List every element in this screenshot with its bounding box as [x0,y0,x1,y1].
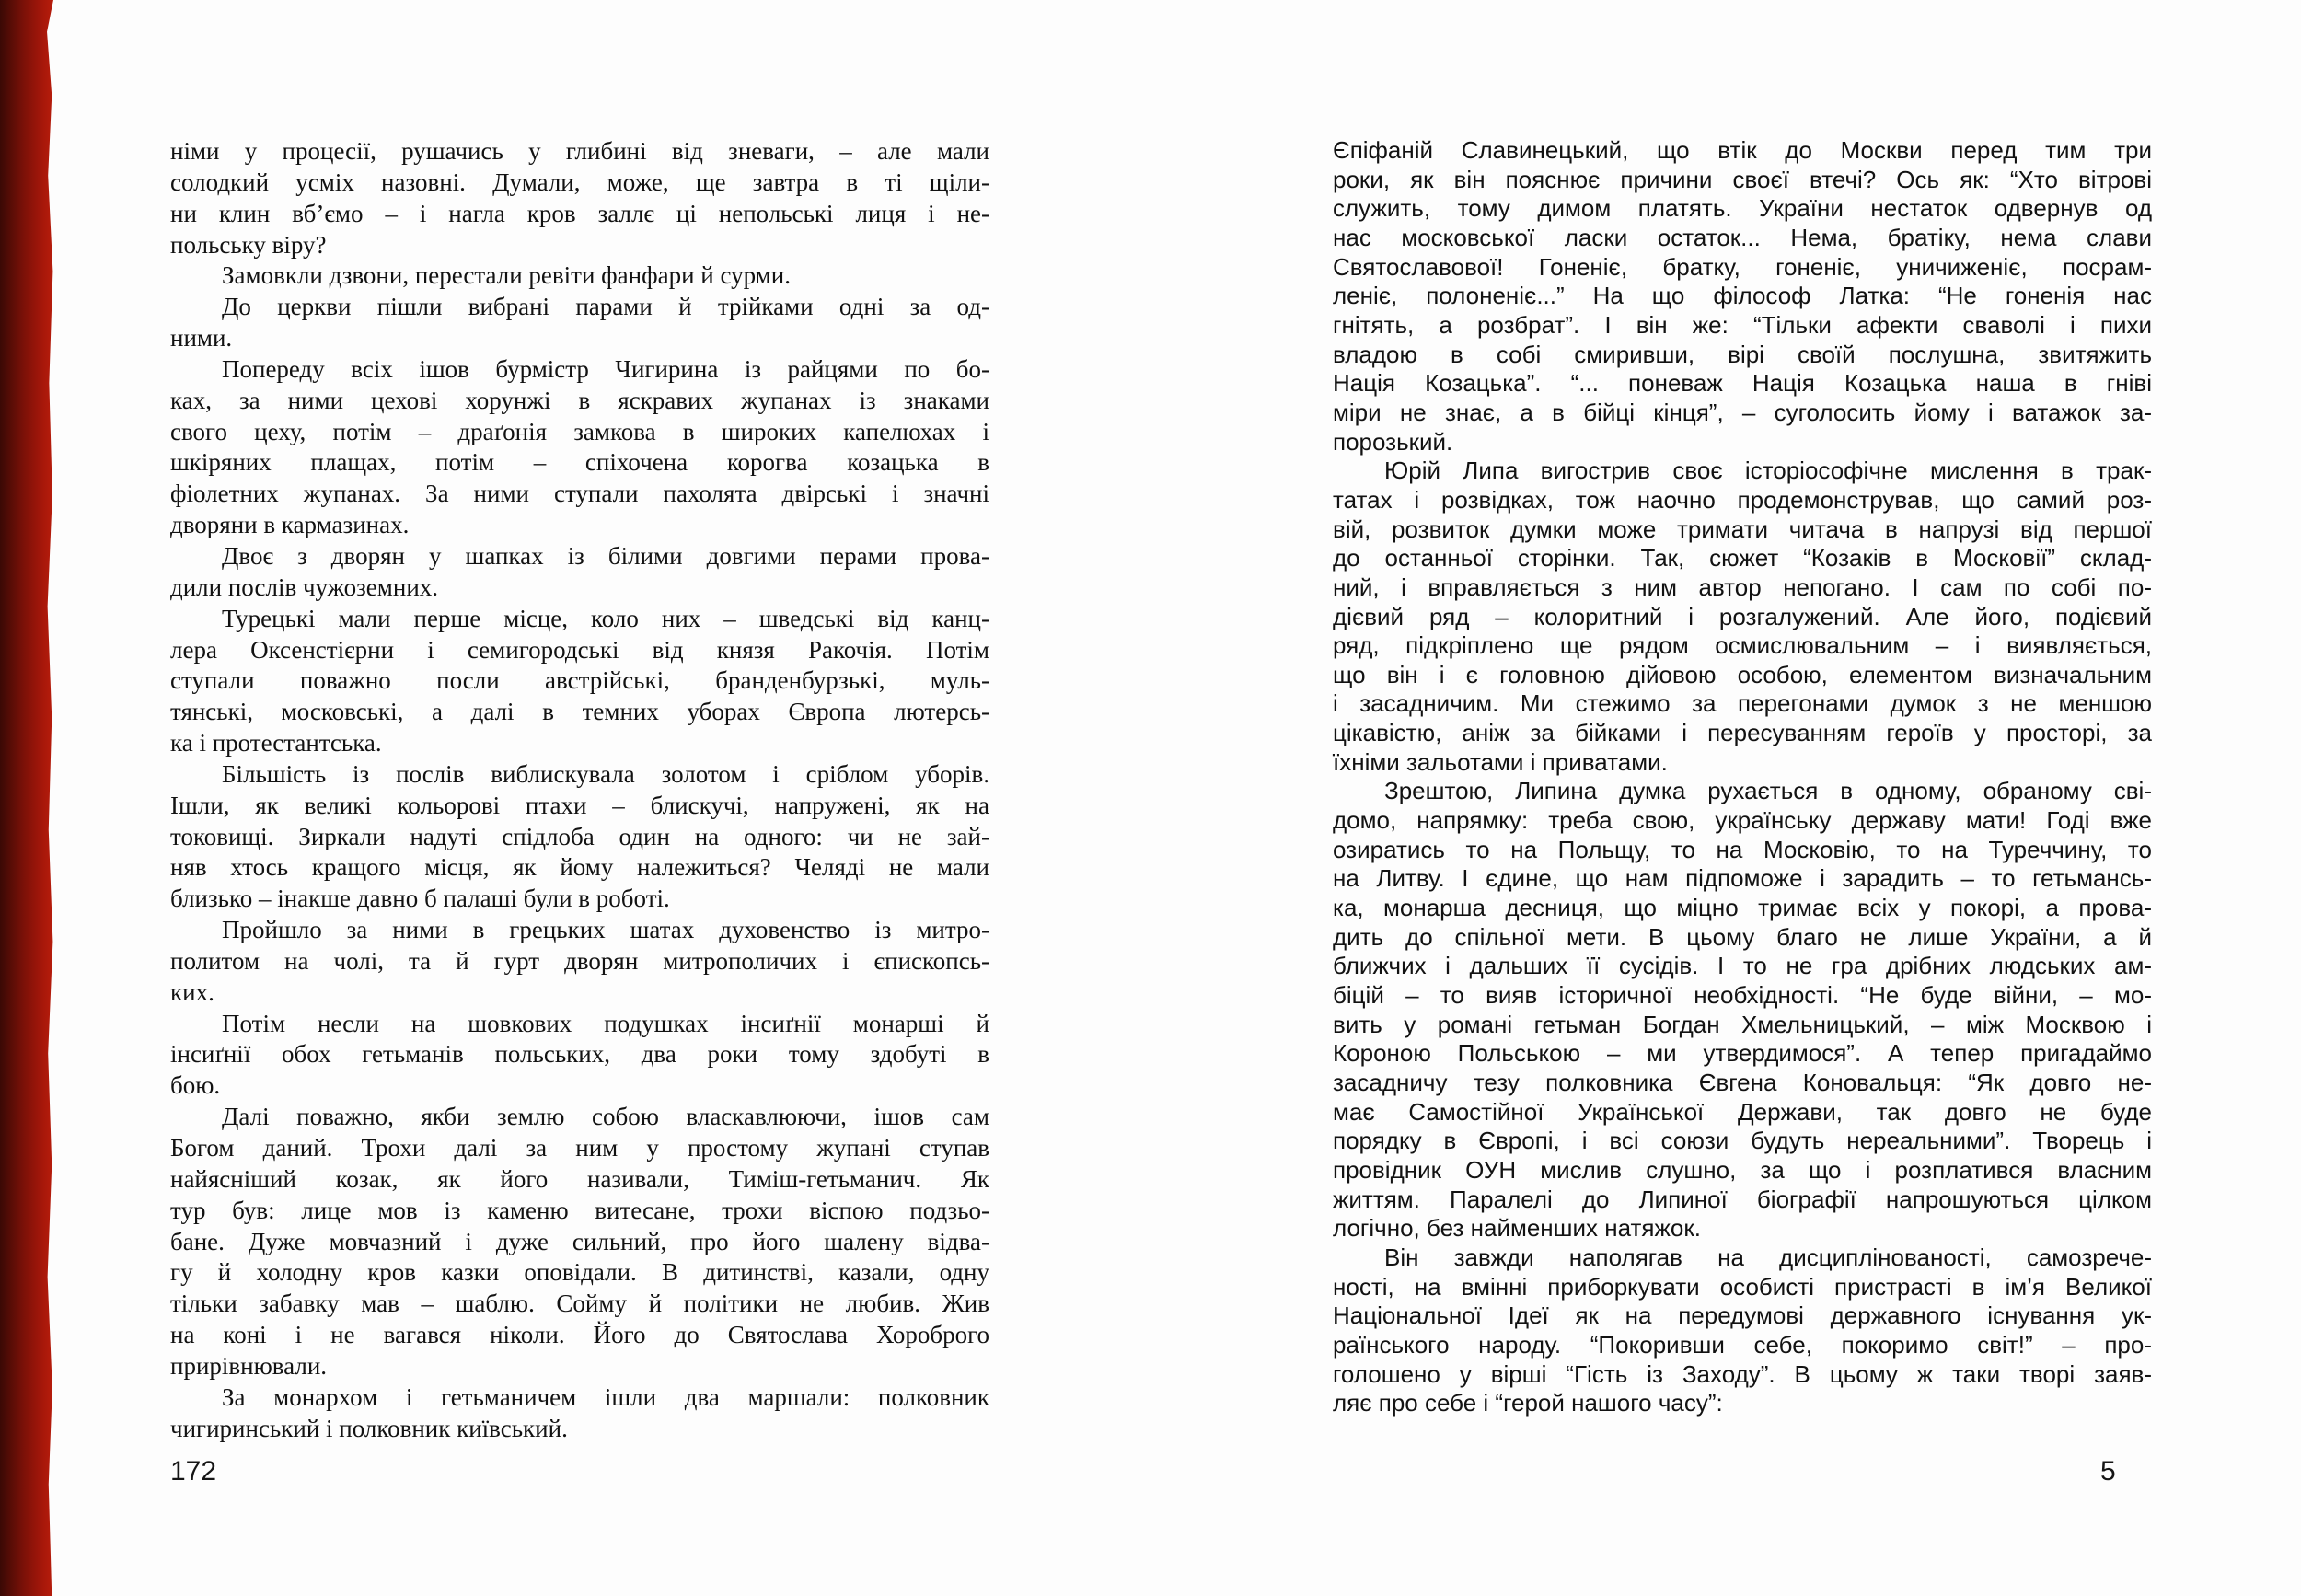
text-line: що він і є головною дійовою особою, елементом визначальним [1333,660,2152,688]
text-line: Нація Козацька”. “... поневаж Нація Козацька наша в гніві [1333,369,2152,398]
text-line: фіолетних жупанах. За ними ступали пахолята двірські і значні [170,480,989,508]
text-line: татах і розвідках, тож наочно продемонстрував, що самий роз- [1333,485,2152,514]
text-line: ності, на вмінні приборкувати особисті пристрасті в ім’я Великої [1333,1272,2152,1301]
left-page-number: 172 [170,1456,217,1486]
text-line: служить, тому димом платять. України нестаток одвернув од [1333,194,2152,223]
text-line: міри не знає, а в бійці кінця”, – суголосить йому і ватажок за- [1333,398,2152,426]
text-line: гу й холодну кров казки оповідали. В дитинстві, казали, одну [170,1258,989,1287]
text-line: Святославової! Гоненіє, братку, гоненіє, уничиженіє, посрам- [1333,252,2152,281]
text-line: має Самостійної Української Держави, так довго не буде [1333,1097,2152,1126]
text-line: вій, розвиток думки може тримати читача в напрузі від першої [1333,515,2152,543]
text-line: провідник ОУН мислив слушно, за що і розплатився власним [1333,1155,2152,1184]
text-line: Пройшло за ними в грецьких шатах духовенство із митро- [222,916,989,944]
text-line: біцій – то вияв історичної необхідності. “Не буде війни, – мо- [1333,981,2152,1010]
text-line: политом на чолі, та й гурт дворян митрополичих і єпископсь- [170,946,989,975]
text-line: владою в собі смиривши, вірі своїй послушна, звитяжить [1333,340,2152,368]
text-line: засадничу тезу полковника Євгена Коновальця: “Як довго не- [1333,1069,2152,1096]
text-line: лера Оксенстієрни і семигородські від князя Ракочія. Потім [170,635,989,664]
text-line: ступали поважно посли австрійські, бранденбурзькі, муль- [170,666,989,695]
text-line: Замовкли дзвони, перестали ревіти фанфари й сурми. [222,261,791,290]
text-line: порозький. [1333,427,1453,456]
text-line: життям. Паралелі до Липиної біографії напрошуються цілком [1333,1185,2152,1213]
text-line: нас московської ласки остаток... Нема, братіку, нема слави [1333,223,2152,251]
text-line: дить до спільної мети. В цьому благо не лише України, а й [1333,922,2152,951]
text-line: ких. [170,977,214,1006]
text-line: ни клин вб’ємо – і нагла кров заллє ці непольські лиця і не- [170,199,989,227]
text-line: ний, і вправляється з ним автор непогано. І сам по собі по- [1333,572,2152,601]
text-line: Попереду всіх ішов бурмістр Чигирина із райцями по бо- [222,354,989,383]
text-line: Юрій Липа вигострив своє історіософічне мислення в трак- [1384,457,2152,485]
text-line: ках, за ними цехові хорунжі в яскравих жупанах із знаками [170,386,989,414]
text-line: до останньої сторінки. Так, сюжет “Козаків в Московії” склад- [1333,544,2152,572]
text-line: тільки забавку мав – шаблю. Сойму й політики не любив. Жив [170,1290,989,1318]
text-line: дієвий ряд – колоритний і розгалужений. Але його, подієвий [1333,602,2152,630]
text-line: найясніший козак, як його називали, Тиміш-гетьманич. Як [170,1164,989,1193]
text-line: домо, напрямку: треба свою, українську державу мати! Годі вже [1333,806,2152,835]
text-line: тянські, московські, а далі в темних уборах Європа лютерсь- [170,698,989,726]
text-line: ка, монарша десниця, що міцно тримає всіх у покорі, а прова- [1333,894,2152,922]
text-line: Короною Польською – ми утвердимося”. А тепер пригадаймо [1333,1039,2152,1068]
text-line: близько – інакше давно б палаші були в роботі. [170,885,670,913]
right-page-number: 5 [2100,1456,2116,1486]
text-line: голошено у вірші “Гість із Заходу”. В цьому ж таки творі заяв- [1333,1359,2152,1388]
left-page-lines [170,136,989,1444]
text-line: тур був: лице мов із каменю витесане, трохи віспою подзьо- [170,1196,989,1224]
text-line: ближчих і дальших її сусідів. І то не гра дрібних людських ам- [1333,952,2152,980]
text-line: Зрештою, Липина думка рухається в одному, обраному сві- [1384,777,2152,805]
text-line: німи у процесії, рушачись у глибині від зневаги, – але мали [170,137,989,165]
text-line: і засадничим. Ми стежимо за перегонами думок з не меншою [1333,689,2152,718]
text-line: логічно, без найменших натяжок. [1333,1214,1701,1243]
text-line: їхніми зальотами і приватами. [1333,747,1668,776]
text-line: За монархом і гетьманичем ішли два маршали: полковник [222,1382,989,1411]
text-line: прирівнювали. [170,1351,328,1380]
text-line: чигиринський і полковник київський. [170,1414,568,1442]
text-line: Національної Ідеї як на передумові державного існування ук- [1333,1301,2152,1330]
left-page-text-block [170,136,989,1444]
text-line: свого цеху, потім – драґонія замкова в широких капелюхах і [170,417,989,445]
text-line: озиратись то на Польщу, то на Московію, то на Туреччину, то [1333,835,2152,863]
text-line: гнітять, а розбрат”. І він же: “Тільки афекти сваволі і пихи [1333,310,2152,339]
text-line: Далі поважно, якби землю собою власкавлюючи, ішов сам [222,1103,989,1131]
text-line: інсиґнії обох гетьманів польських, два роки тому здобуті в [170,1040,989,1069]
text-line: роки, як він пояснює причини своєї втечі? Ось як: “Хто вітрові [1333,165,2152,193]
text-line: Він завжди наполягав на дисциплінованості, самозрече- [1384,1243,2152,1271]
text-line: Єпіфаній Славинецький, що втік до Москви перед тим три [1333,136,2152,164]
text-line: ряд, підкріплено ще рядом осмислювальним – і виявляється, [1333,631,2152,660]
text-line: няв хтось кращого місця, як йому належиться? Челяді не мали [170,853,989,882]
text-line: ляє про себе і “герой нашого часу”: [1333,1389,1723,1417]
text-line: Більшість із послів виблискувала золотом і сріблом уборів. [222,759,989,788]
text-line: вить у романі гетьман Богдан Хмельницький, – між Москвою і [1333,1010,2152,1038]
text-line: польську віру? [170,230,327,259]
text-line: шкіряних плащах, потім – спіхочена корогва козацька в [170,448,989,477]
text-line: Двоє з дворян у шапках із білими довгими перами прова- [222,541,989,570]
text-line: бою. [170,1071,221,1100]
right-page-text-block [1333,136,2152,1418]
text-line: дили послів чужоземних. [170,572,439,601]
text-line: леніє, полоненіє...” На що філософ Латка: “Не гоненія нас [1333,282,2152,310]
text-line: До церкви пішли вибрані парами й трійками одні за од- [222,293,989,321]
text-line: Ішли, як великі кольорові птахи – блискучі, напружені, як на [170,791,989,819]
scan-gutter-shadow [0,0,53,1596]
text-line: на Литву. І єдине, що нам підпоможе і зарадить – то гетьмансь- [1333,864,2152,893]
text-line: солодкий усміх назовні. Думали, може, ще завтра в ті щіли- [170,168,989,196]
text-line: ка і протестантська. [170,729,382,758]
text-line: Турецькі мали перше місце, коло них – шведські від канц- [222,604,989,632]
text-line: дворяни в кармазинах. [170,511,410,539]
text-line: раїнського народу. “Покоривши себе, покоримо світ!” – про- [1333,1330,2152,1359]
right-page-lines [1333,136,2152,1418]
text-line: Богом даний. Трохи далі за ним у простому жупані ступав [170,1134,989,1162]
text-line: порядку в Європі, і всі союзи будуть нереальними”. Творець і [1333,1127,2152,1155]
text-line: цікавістю, аніж за бійками і пересуванням героїв у просторі, за [1333,719,2152,747]
text-line: ними. [170,324,233,353]
text-line: на коні і не вагався ніколи. Його до Святослава Хороброго [170,1321,989,1349]
text-line: бане. Дуже мовчазний і дуже сильний, про його шалену відва- [170,1227,989,1255]
text-line: Потім несли на шовкових подушках інсиґнії монарші й [222,1009,989,1037]
text-line: токовищі. Зиркали надуті спідлоба один на одного: чи не зай- [170,822,989,850]
